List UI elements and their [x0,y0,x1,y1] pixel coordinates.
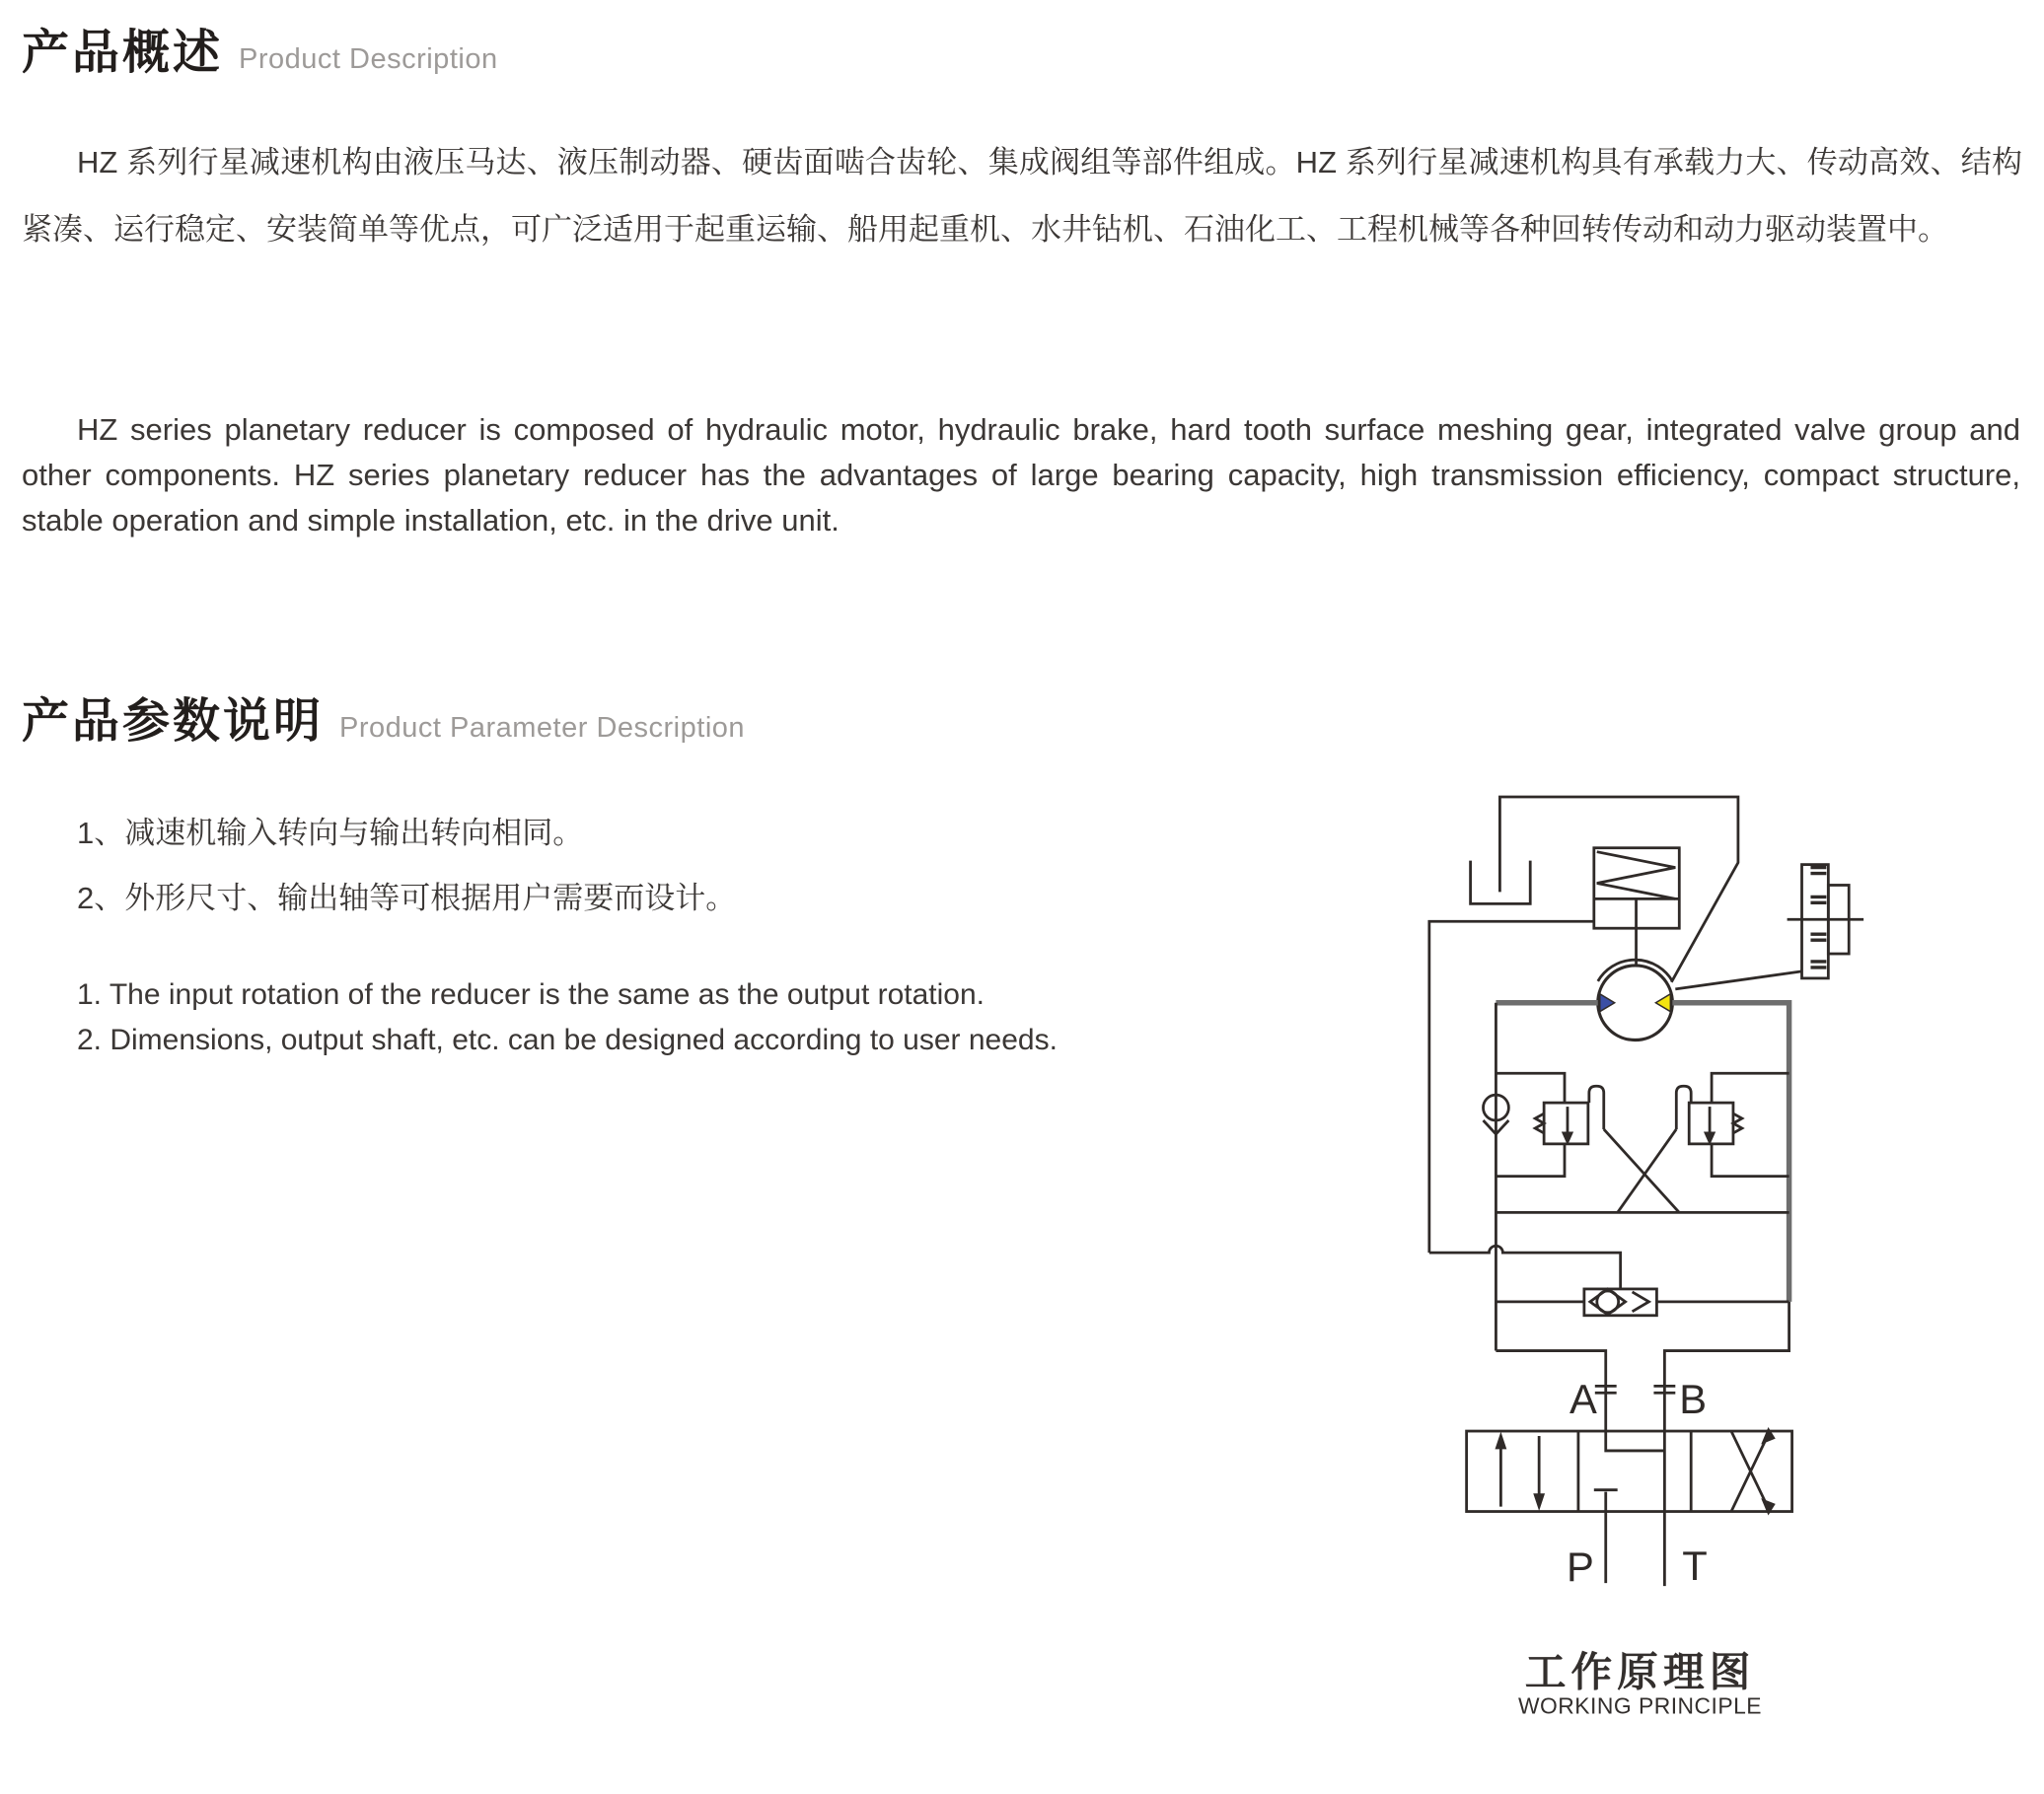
port-b-label: B [1679,1376,1708,1423]
hydraulic-brake-icon [1429,848,1679,1253]
note-en-2: 2. Dimensions, output shaft, etc. can be designed according to user needs. [77,1024,1058,1056]
port-a-label: A [1569,1376,1597,1423]
port-t-label: T [1682,1543,1708,1590]
shuttle-chevron [1633,1292,1649,1312]
gearbox-teeth [1810,868,1826,968]
left-cell-down-arrowhead [1535,1495,1543,1507]
valve-body [1467,1431,1792,1511]
motor-pipes [1496,1003,1788,1302]
left-valve-arrowhead [1564,1133,1571,1142]
left-cell-up-arrowhead [1496,1436,1504,1448]
pipe-right [1672,1003,1788,1302]
diagram-caption-en: WORKING PRINCIPLE [1517,1692,1763,1719]
overview-section-heading [22,14,498,82]
hydraulic-motor-icon [1598,960,1673,1040]
brake-feed-line [1429,921,1594,1253]
brake-spring [1597,852,1676,899]
motor-port-blue-arrow [1600,994,1615,1012]
parameters-heading-zh: 产品参数说明 [22,695,325,748]
oil-tank-icon [1471,797,1738,982]
overview-paragraph-zh: HZ 系列行星减速机构由液压马达、液压制动器、硬齿面啮合齿轮、集成阀组等部件组成。HZ 系列行星减速机构具有承载力大、传动高效、结构紧凑、运行稳定、安装简单等优点，可广泛适用于起重运输、船用起重机、水井钻机、石油化工、工程机械等各种回转传动和动力驱动装置中。 [22,145,2022,247]
working-principle-diagram [1405,769,2042,1789]
right-valve-arrowhead [1706,1133,1714,1142]
shuttle-diamond [1590,1289,1626,1315]
motor-shaft-diagonal [1675,971,1801,989]
parameters-section-heading [22,682,745,751]
parameters-heading-en: Product Parameter Description [339,712,746,744]
directional-valve-icon [1467,1430,1792,1512]
overview-heading-en: Product Description [239,43,498,75]
diagram-caption-zh: 工作原理图 [1524,1648,1756,1695]
left-pilot-loop [1589,1086,1604,1129]
tank-feed-line [1499,797,1738,982]
port-p-label: P [1566,1543,1594,1591]
valve-dividers [1578,1431,1691,1511]
drain-line-with-hop [1429,1246,1621,1289]
right-inlet [1712,1073,1789,1103]
overview-heading-zh: 产品概述 [22,27,224,79]
parameter-notes-en [77,972,1058,1063]
note-en-1: 1. The input rotation of the reducer is the same as the output rotation. [77,978,986,1011]
relief-valve-left-icon [1496,1073,1679,1212]
motor-port-yellow-arrow [1655,994,1670,1012]
note-zh-2: 2、外形尺寸、输出轴等可根据用户需要而设计。 [77,881,737,915]
center-p-stub [1594,1490,1618,1512]
parameter-notes-zh [77,801,736,931]
right-outlet [1712,1144,1789,1177]
note-zh-1: 1、减速机输入转向与输出转向相同。 [77,816,584,850]
shuttle-valve-icon [1496,1289,1788,1316]
overview-paragraph-en: HZ series planetary reducer is composed of hydraulic motor, hydraulic brake, hard tooth surface meshing gear, integrated valve group and other components. HZ series planetary reducer has the advantages of large bearing capacity, high transmission efficiency, compact structure, stable operation and simple installation, etc. in the drive unit. [22,412,2020,538]
center-a-jog [1606,1431,1665,1451]
left-outlet [1496,1144,1565,1177]
relief-valve-right-icon [1618,1073,1789,1212]
